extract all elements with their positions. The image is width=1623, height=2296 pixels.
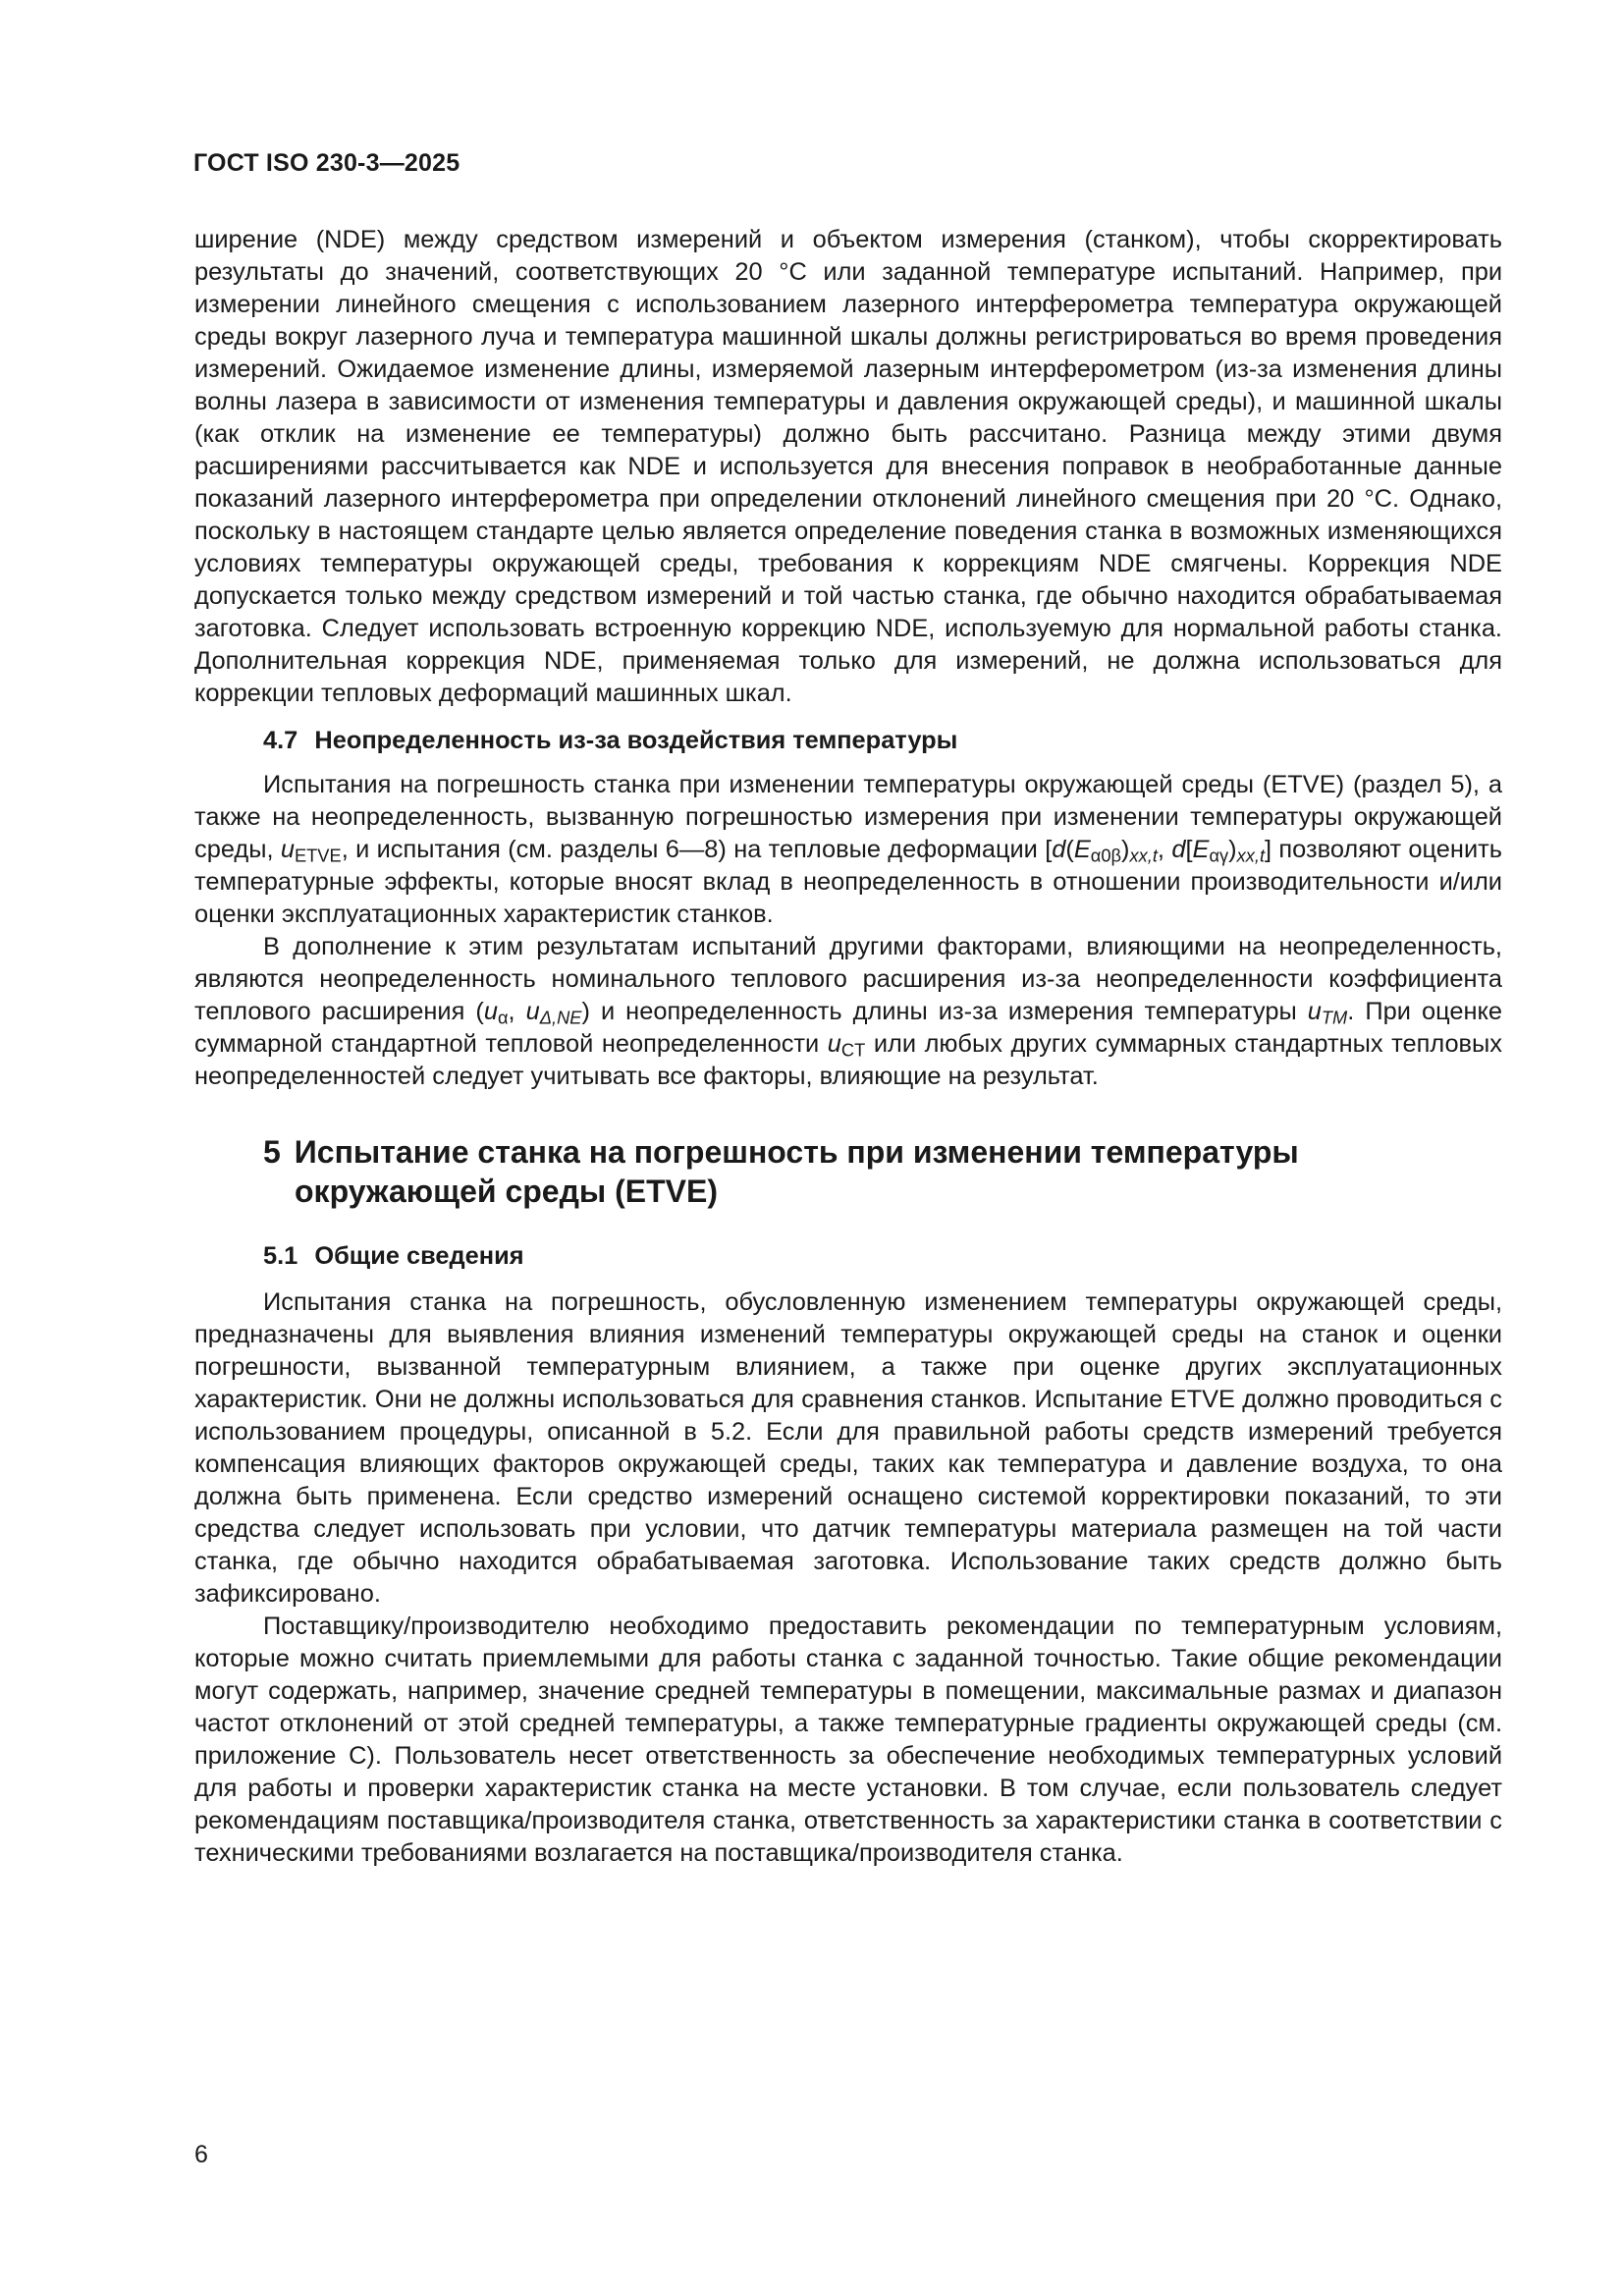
text-run: В дополнение к этим результатам испытаний другими факторами, влияющими на неопределенность, являются неопределенность номинального теплового расширения из-за неопределенности коэффициента теплового расширения (: [194, 933, 1502, 1025]
subscript: xx,t: [1129, 845, 1158, 866]
text-run: , и испытания (см. разделы 6—8) на тепловые деформации [: [341, 836, 1053, 863]
section-5-number: 5: [263, 1134, 281, 1170]
section-4-7-title: Неопределенность из-за воздействия температуры: [314, 727, 958, 754]
symbol-d: d: [1052, 836, 1066, 863]
page-content: [194, 224, 1502, 1870]
subscript: xx,t: [1236, 845, 1266, 866]
symbol-d: d: [1171, 836, 1186, 863]
section-5-title-line-2: окружающей среды (ETVE): [295, 1174, 718, 1209]
symbol-e: E: [1192, 836, 1210, 863]
paren: (: [1065, 836, 1074, 863]
symbol-u: u: [280, 836, 295, 863]
section-5-title-line-1: Испытание станка на погрешность при изменении температуры: [294, 1134, 1299, 1170]
subscript: ETVE: [294, 845, 342, 866]
text-run: ,: [508, 998, 526, 1025]
page-number: 6: [194, 2141, 208, 2168]
section-5-1-paragraph-1: Испытания станка на погрешность, обусловленную изменением температуры окружающей среды, предназначены для выявления влияния изменений температуры окружающей среды на станок и оценки погрешности, вызванной температурным влиянием, а также при оценке других эксплуатационных характеристик. Они не должны использоваться для сравнения станков. Испытание ETVE должно проводиться с использованием процедуры, описанной в 5.2. Если для правильной работы средств измерений требуется компенсация влияющих факторов окружающей среды, таких как температура и давление воздуха, то она должна быть применена. Если средство измерений оснащено системой корректировки показаний, то эти средства следует использовать при условии, что датчик температуры материала размещен на той части станка, где обычно находится обрабатываемая заготовка. Использование таких средств должно быть зафиксировано.: [194, 1288, 1502, 1608]
text-run: ,: [1157, 836, 1172, 863]
paragraph-intro: ширение (NDE) между средством измерений и объектом измерения (станком), чтобы скорректировать результаты до значений, соответствующих 20 °С или заданной температуре испытаний. Например, при измерении линейного смещения с использованием лазерного интерферометра температура окружающей среды вокруг лазерного луча и температура машинной шкалы должны регистрироваться во время проведения измерений. Ожидаемое изменение длины, измеряемой лазерным интерферометром (из-за изменения длины волны лазера в зависимости от изменения температуры и давления окружающей среды), и машинной шкалы (как отклик на изменение ее температуры) должно быть рассчитано. Разница между этими двумя расширениями рассчитывается как NDE и используется для внесения поправок в необработанные данные показаний лазерного интерферометра при определении отклонений линейного смещения при 20 °С. Однако, поскольку в настоящем стандарте целью является определение поведения станка в возможных изменяющихся условиях температуры окружающей среды, требования к коррекциям NDE смягчены. Коррекция NDE допускается только между средством измерений и той частью станка, где обычно находится обрабатываемая заготовка. Следует использовать встроенную коррекцию NDE, используемую для нормальной работы станка. Дополнительная коррекция NDE, применяемая только для измерений, не должна использоваться для коррекции тепловых деформаций машинных шкал.: [194, 226, 1502, 707]
section-4-7-heading: [194, 725, 1502, 757]
section-5-1-heading: [194, 1240, 1502, 1273]
subscript: α: [497, 1007, 509, 1028]
paren: ): [1121, 836, 1130, 863]
text-run: ] позволяют оценить температурные эффекты, которые вносят вклад в неопределенность в отношении производительности и/или оценки эксплуатационных характеристик станков.: [194, 836, 1502, 928]
section-5-heading: [194, 1132, 1502, 1211]
section-5-1-title: Общие сведения: [314, 1242, 524, 1270]
section-4-7-paragraph-2: [194, 931, 1502, 1093]
symbol-u: u: [525, 998, 540, 1025]
subscript: CT: [840, 1039, 866, 1061]
symbol-e: E: [1073, 836, 1091, 863]
symbol-u: u: [1307, 998, 1322, 1025]
subscript: TM: [1321, 1007, 1348, 1028]
section-5-1-number: 5.1: [263, 1242, 298, 1270]
symbol-u: u: [483, 998, 498, 1025]
section-5-1-paragraph-2: Поставщику/производителю необходимо предоставить рекомендации по температурным условиям, которые можно считать приемлемыми для работы станка с заданной точностью. Такие общие рекомендации могут содержать, например, значение средней температуры в помещении, максимальные размах и диапазон частот отклонений от этой средней температуры, а также температурные градиенты окружающей среды (см. приложение С). Пользователь несет ответственность за обеспечение необходимых температурных условий для работы и проверки характеристик станка на месте установки. В том случае, если пользователь следует рекомендациям поставщика/производителя станка, ответственность за характеристики станка в соответствии с техническими требованиями возлагается на поставщика/производителя станка.: [194, 1613, 1502, 1867]
text-run: . При оценке суммарной стандартной тепловой неопределенности: [194, 998, 1503, 1058]
paren: ): [1228, 836, 1237, 863]
text-run: или любых других суммарных стандартных тепловых неопределенностей следует учитывать все факторы, влияющие на результат.: [194, 1030, 1502, 1090]
subscript: α0β: [1090, 845, 1122, 866]
subscript: αγ: [1209, 845, 1229, 866]
bracket: [: [1185, 836, 1193, 863]
section-4-7-paragraph-1: [194, 769, 1502, 931]
section-4-7-number: 4.7: [263, 727, 298, 754]
text-run: Испытания на погрешность станка при изменении температуры окружающей среды (ETVE) (раздел 5), а также на неопределенность, вызванную погрешностью измерения при изменении температуры окружающей среды,: [194, 771, 1502, 863]
text-run: ) и неопределенность длины из-за измерения температуры: [581, 998, 1308, 1025]
subscript: Δ,NE: [539, 1007, 582, 1028]
document-header: ГОСТ ISO 230-3—2025: [193, 149, 460, 177]
symbol-u: u: [827, 1030, 841, 1058]
